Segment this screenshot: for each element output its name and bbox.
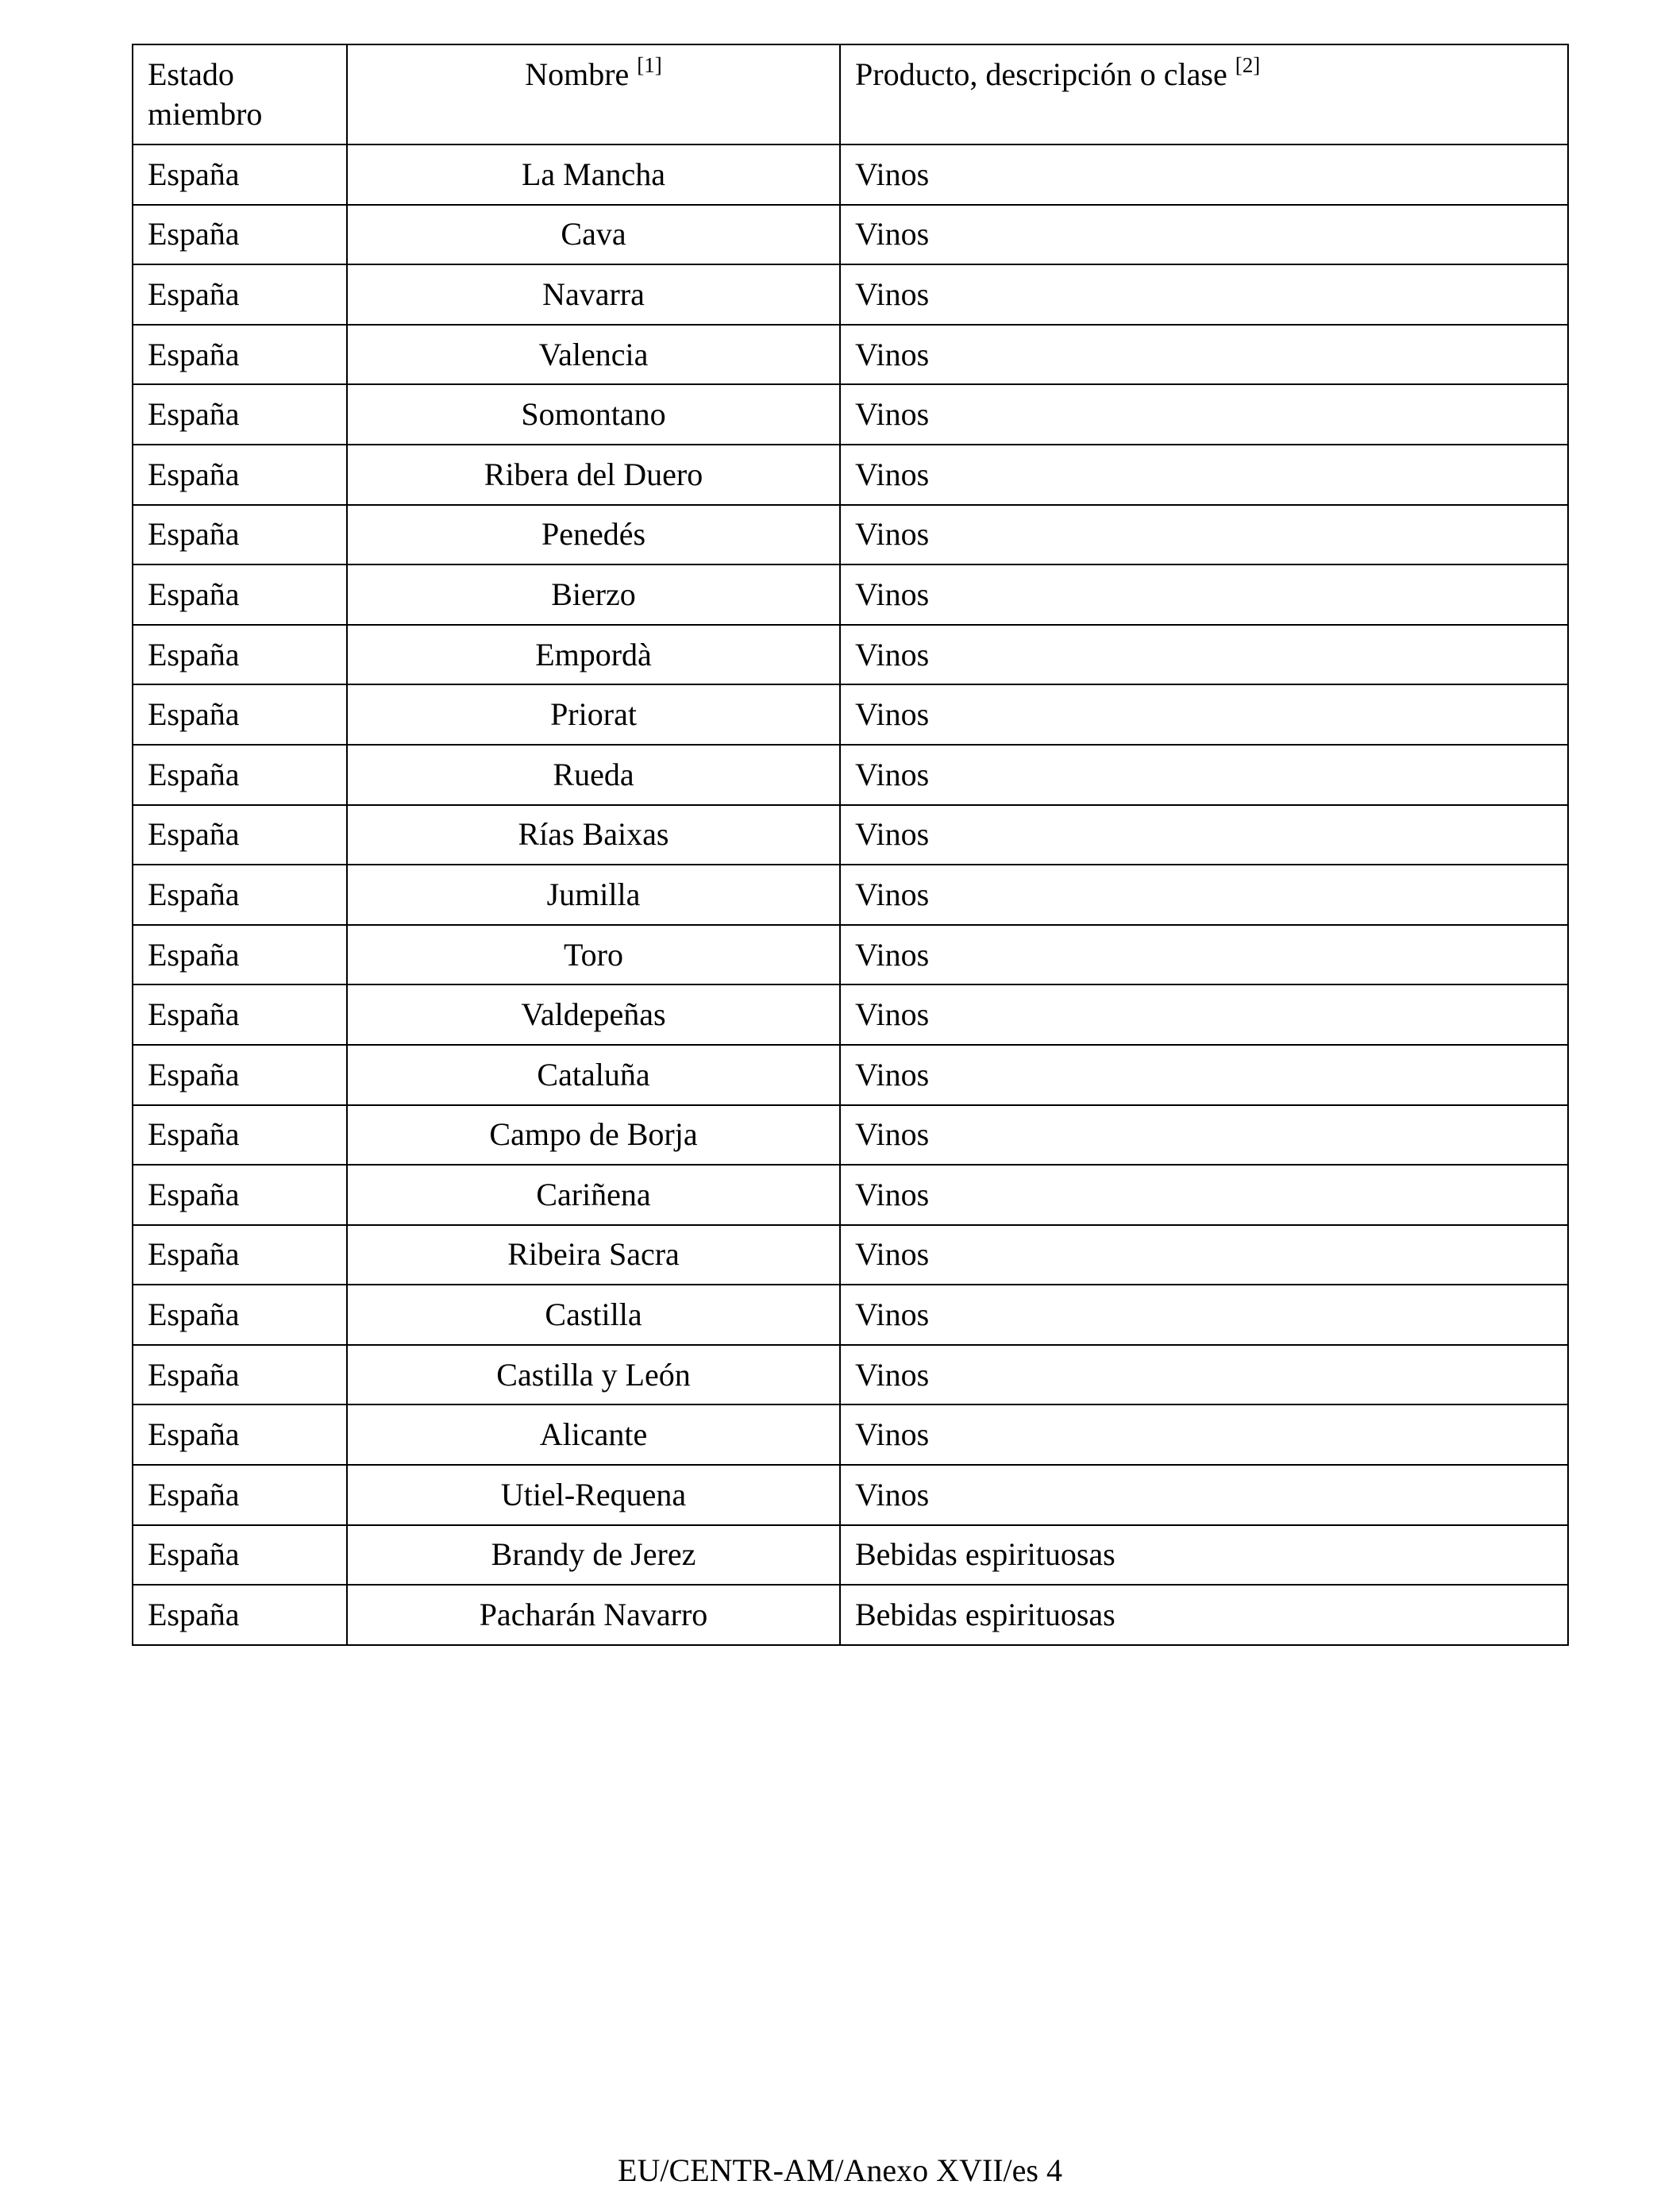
cell-estado-miembro: España [133,1585,347,1645]
cell-estado-miembro: España [133,205,347,265]
footnote-ref-1: [1] [637,52,662,77]
cell-nombre: Utiel-Requena [347,1465,840,1525]
table-row [133,205,1568,265]
cell-estado-miembro: España [133,505,347,565]
table-row [133,1525,1568,1586]
cell-producto: Vinos [840,1404,1568,1465]
cell-estado-miembro: España [133,925,347,985]
cell-producto: Vinos [840,205,1568,265]
cell-nombre: La Mancha [347,144,840,205]
cell-producto: Vinos [840,1345,1568,1405]
table-row [133,264,1568,325]
cell-nombre: Rueda [347,745,840,805]
table-row [133,625,1568,685]
table-row [133,984,1568,1045]
cell-producto: Vinos [840,1225,1568,1285]
table-row [133,805,1568,865]
table-row [133,684,1568,745]
cell-estado-miembro: España [133,445,347,505]
table-row [133,564,1568,625]
cell-nombre: Bierzo [347,564,840,625]
table-row [133,1165,1568,1225]
cell-nombre: Cataluña [347,1045,840,1105]
cell-estado-miembro: España [133,144,347,205]
footnote-ref-2: [2] [1235,52,1261,77]
cell-nombre: Ribeira Sacra [347,1225,840,1285]
cell-estado-miembro: España [133,1105,347,1166]
table-row [133,445,1568,505]
cell-estado-miembro: España [133,1345,347,1405]
cell-producto: Vinos [840,1465,1568,1525]
cell-producto: Vinos [840,865,1568,925]
cell-nombre: Somontano [347,384,840,445]
table-row [133,1225,1568,1285]
cell-estado-miembro: España [133,805,347,865]
header-nombre [347,44,840,144]
cell-producto: Vinos [840,384,1568,445]
page-footer: EU/CENTR-AM/Anexo XVII/es 4 [618,2152,1062,2188]
cell-nombre: Alicante [347,1404,840,1465]
table-row [133,865,1568,925]
cell-estado-miembro: España [133,264,347,325]
cell-estado-miembro: España [133,684,347,745]
table-row [133,1045,1568,1105]
table-body [133,144,1568,1645]
cell-nombre: Campo de Borja [347,1105,840,1166]
cell-estado-miembro: España [133,1225,347,1285]
table-row [133,1285,1568,1345]
header-estado-miembro-label: Estado miembro [148,56,263,132]
cell-estado-miembro: España [133,984,347,1045]
cell-nombre: Rías Baixas [347,805,840,865]
cell-producto: Vinos [840,984,1568,1045]
cell-nombre: Pacharán Navarro [347,1585,840,1645]
cell-producto: Vinos [840,564,1568,625]
header-estado-miembro [133,44,347,144]
cell-nombre: Cava [347,205,840,265]
cell-estado-miembro: España [133,325,347,385]
cell-estado-miembro: España [133,1465,347,1525]
cell-nombre: Jumilla [347,865,840,925]
cell-producto: Vinos [840,1165,1568,1225]
cell-nombre: Empordà [347,625,840,685]
cell-producto: Vinos [840,445,1568,505]
table-row [133,1345,1568,1405]
cell-estado-miembro: España [133,1285,347,1345]
cell-producto: Vinos [840,805,1568,865]
cell-estado-miembro: España [133,384,347,445]
cell-estado-miembro: España [133,1404,347,1465]
cell-nombre: Navarra [347,264,840,325]
table-row [133,505,1568,565]
cell-estado-miembro: España [133,1165,347,1225]
cell-producto: Vinos [840,1105,1568,1166]
cell-producto: Vinos [840,625,1568,685]
table-row [133,925,1568,985]
cell-nombre: Cariñena [347,1165,840,1225]
cell-nombre: Toro [347,925,840,985]
cell-nombre: Valdepeñas [347,984,840,1045]
cell-producto: Vinos [840,925,1568,985]
table-row [133,1465,1568,1525]
cell-estado-miembro: España [133,865,347,925]
cell-producto: Vinos [840,1285,1568,1345]
table-row [133,1404,1568,1465]
cell-nombre: Valencia [347,325,840,385]
cell-nombre: Priorat [347,684,840,745]
geographical-indications-table [132,44,1569,1646]
cell-nombre: Castilla y León [347,1345,840,1405]
table-header [133,44,1568,144]
cell-nombre: Castilla [347,1285,840,1345]
table-row [133,1585,1568,1645]
cell-producto: Vinos [840,745,1568,805]
header-producto [840,44,1568,144]
table-row [133,325,1568,385]
cell-nombre: Brandy de Jerez [347,1525,840,1586]
header-nombre-label: Nombre [525,56,630,92]
cell-producto: Vinos [840,505,1568,565]
table-row [133,384,1568,445]
cell-producto: Vinos [840,1045,1568,1105]
cell-producto: Vinos [840,684,1568,745]
cell-estado-miembro: España [133,625,347,685]
table-row [133,745,1568,805]
cell-producto: Bebidas espirituosas [840,1525,1568,1586]
header-producto-label: Producto, descripción o clase [855,56,1227,92]
cell-producto: Vinos [840,264,1568,325]
cell-estado-miembro: España [133,1525,347,1586]
cell-producto: Vinos [840,144,1568,205]
table-row [133,1105,1568,1166]
cell-producto: Bebidas espirituosas [840,1585,1568,1645]
cell-estado-miembro: España [133,745,347,805]
header-row [133,44,1568,144]
cell-estado-miembro: España [133,1045,347,1105]
table-row [133,144,1568,205]
cell-nombre: Penedés [347,505,840,565]
cell-estado-miembro: España [133,564,347,625]
cell-producto: Vinos [840,325,1568,385]
cell-nombre: Ribera del Duero [347,445,840,505]
